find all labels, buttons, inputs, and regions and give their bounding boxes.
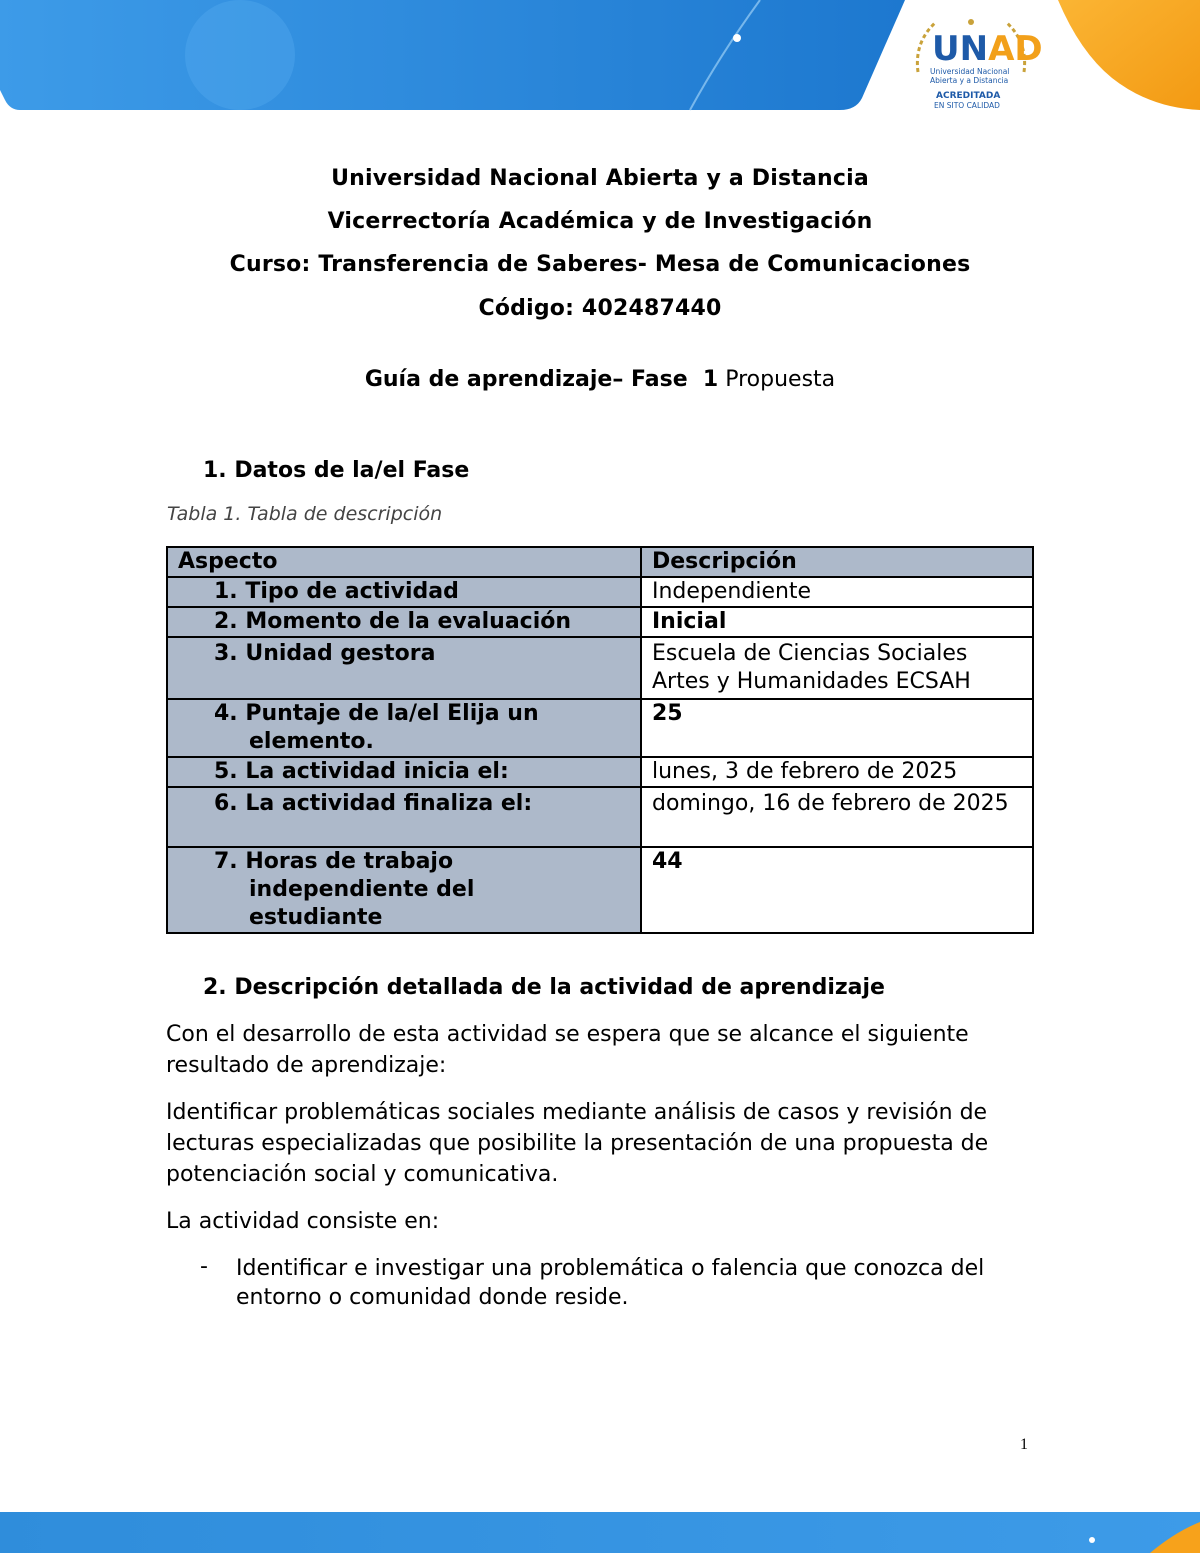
logo-badge-1: ACREDITADA bbox=[936, 91, 1001, 101]
table-caption: Tabla 1. Tabla de descripción bbox=[167, 503, 443, 525]
logo-subtitle-1: Universidad Nacional bbox=[930, 67, 1010, 76]
row-value: domingo, 16 de febrero de 2025 bbox=[641, 787, 1033, 847]
vicerrectoria-title: Vicerrectoría Académica y de Investigación bbox=[327, 209, 873, 234]
logo-brand: UNAD bbox=[932, 29, 1043, 69]
row-aspect-continued: elemento. bbox=[249, 729, 374, 754]
table-row bbox=[167, 757, 1033, 787]
row-aspect: 3. Unidad gestora bbox=[214, 641, 436, 666]
bullet-text: Identificar e investigar una problemática o falencia que conozca del entorno o comunidad donde reside. bbox=[236, 1256, 985, 1310]
footer-banner bbox=[0, 1512, 1200, 1553]
table-row bbox=[167, 787, 1033, 847]
header-aspect: Aspecto bbox=[167, 547, 641, 577]
section-2-heading: 2. Descripción detallada de la actividad de aprendizaje bbox=[203, 975, 885, 1000]
row-aspect-continued: estudiante bbox=[249, 905, 383, 930]
row-value: Inicial bbox=[641, 607, 1033, 637]
unad-logo bbox=[906, 12, 1043, 112]
guide-title-bold: Guía de aprendizaje– Fase 1 bbox=[364, 367, 719, 392]
bullet-marker: - bbox=[200, 1254, 208, 1279]
table-row bbox=[167, 607, 1033, 637]
row-value: 44 bbox=[641, 847, 1033, 933]
university-title: Universidad Nacional Abierta y a Distancia bbox=[331, 166, 869, 191]
row-value: Escuela de Ciencias Sociales Artes y Humanidades ECSAH bbox=[641, 637, 1033, 699]
guide-title bbox=[0, 367, 1200, 392]
table-header-row bbox=[167, 547, 1033, 577]
row-aspect: 7. Horas de trabajo bbox=[214, 849, 454, 874]
row-aspect: 4. Puntaje de la/el Elija un bbox=[214, 701, 539, 726]
row-aspect: 5. La actividad inicia el: bbox=[214, 759, 509, 784]
row-aspect: 2. Momento de la evaluación bbox=[214, 609, 572, 634]
row-value: lunes, 3 de febrero de 2025 bbox=[641, 757, 1033, 787]
learning-outcome-paragraph: Identificar problemáticas sociales mediante análisis de casos y revisión de lecturas especializadas que posibilite la presentación de una propuesta de potenciación social y comunicativa. bbox=[166, 1100, 989, 1187]
guide-title-normal: Propuesta bbox=[718, 367, 836, 392]
row-value: 25 bbox=[641, 699, 1033, 757]
activity-consists-label: La actividad consiste en: bbox=[166, 1209, 440, 1234]
table-row bbox=[167, 577, 1033, 607]
header-description: Descripción bbox=[641, 547, 1033, 577]
intro-paragraph: Con el desarrollo de esta actividad se espera que se alcance el siguiente resultado de aprendizaje: bbox=[166, 1022, 969, 1078]
table-row bbox=[167, 699, 1033, 757]
course-code: Código: 402487440 bbox=[478, 296, 722, 321]
row-value: Independiente bbox=[641, 577, 1033, 607]
logo-subtitle-2: Abierta y a Distancia bbox=[930, 76, 1009, 85]
row-aspect: 6. La actividad finaliza el: bbox=[214, 791, 533, 816]
logo-badge-2: EN SITO CALIDAD bbox=[934, 101, 1000, 110]
row-aspect-continued: independiente del bbox=[249, 877, 475, 902]
course-title: Curso: Transferencia de Saberes- Mesa de Comunicaciones bbox=[229, 252, 971, 277]
description-table bbox=[166, 546, 1034, 934]
table-row bbox=[167, 637, 1033, 699]
section-1-heading: 1. Datos de la/el Fase bbox=[203, 458, 470, 483]
page-number: 1 bbox=[1020, 1436, 1028, 1453]
table-row bbox=[167, 847, 1033, 933]
row-aspect: 1. Tipo de actividad bbox=[214, 579, 459, 604]
